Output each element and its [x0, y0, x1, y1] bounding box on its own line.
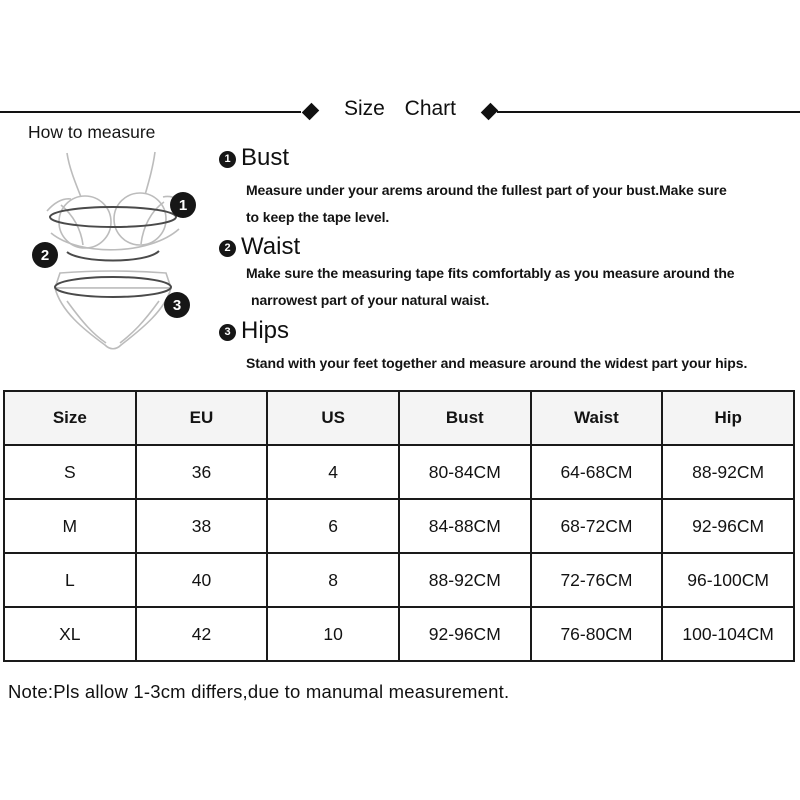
bikini-top-drawing [47, 152, 188, 250]
figure-badge-1 [170, 192, 196, 218]
cell-waist: 76-80CM [531, 607, 663, 661]
cell-hip: 96-100CM [662, 553, 794, 607]
measure-item-bust [219, 145, 799, 231]
measurement-illustration [25, 145, 225, 375]
table-row-m [4, 499, 794, 553]
table-row-s [4, 445, 794, 499]
cell-waist: 72-76CM [531, 553, 663, 607]
cell-eu: 42 [136, 607, 268, 661]
column-header-bust: Bust [399, 391, 531, 445]
measure-desc-line: narrowest part of your natural waist. [251, 292, 490, 308]
svg-text:1: 1 [178, 197, 188, 214]
cell-bust: 84-88CM [399, 499, 531, 553]
measure-item-hips [219, 318, 799, 377]
cell-size: M [4, 499, 136, 553]
cell-hip: 100-104CM [662, 607, 794, 661]
measure-desc-line: Stand with your feet together and measure around the widest part your hips. [246, 355, 748, 371]
cell-waist: 68-72CM [531, 499, 663, 553]
bikini-bottom-drawing [55, 271, 171, 349]
table-row-l [4, 553, 794, 607]
cell-bust: 92-96CM [399, 607, 531, 661]
cell-size: S [4, 445, 136, 499]
step-1-badge: 1 [219, 151, 236, 168]
measure-label-bust: Bust [241, 144, 290, 171]
waist-tape-line [67, 251, 159, 261]
column-header-eu: EU [136, 391, 268, 445]
cell-hip: 88-92CM [662, 445, 794, 499]
cell-hip: 92-96CM [662, 499, 794, 553]
cell-size: L [4, 553, 136, 607]
note-text: Note:Pls allow 1-3cm differs,due to manumal measurement. [8, 681, 510, 702]
cell-waist: 64-68CM [531, 445, 663, 499]
measure-desc-line: Make sure the measuring tape fits comfortably as you measure around the [246, 265, 735, 281]
measure-desc-line: to keep the tape level. [246, 209, 390, 225]
size-table-header-row [4, 391, 794, 445]
cell-bust: 80-84CM [399, 445, 531, 499]
figure-badge-2 [32, 242, 58, 268]
cell-us: 6 [267, 499, 399, 553]
measure-label-waist: Waist [241, 233, 301, 260]
column-header-hip: Hip [662, 391, 794, 445]
svg-text:2: 2 [40, 247, 50, 264]
step-2-badge: 2 [219, 240, 236, 257]
cell-bust: 88-92CM [399, 553, 531, 607]
measure-label-hips: Hips [241, 317, 290, 344]
cell-eu: 40 [136, 553, 268, 607]
step-3-badge: 3 [219, 324, 236, 341]
cell-us: 4 [267, 445, 399, 499]
cell-eu: 38 [136, 499, 268, 553]
cell-us: 10 [267, 607, 399, 661]
column-header-waist: Waist [531, 391, 663, 445]
figure-badge-3 [164, 292, 190, 318]
cell-size: XL [4, 607, 136, 661]
measure-desc-line: Measure under your arems around the fullest part of your bust.Make sure [246, 182, 727, 198]
divider-line-right [497, 111, 800, 113]
cell-eu: 36 [136, 445, 268, 499]
size-table [3, 390, 795, 662]
measure-item-waist [219, 234, 799, 314]
page-title: Size Chart [343, 97, 457, 120]
table-row-xl [4, 607, 794, 661]
how-to-measure-heading: How to measure [28, 122, 156, 142]
svg-text:3: 3 [172, 297, 182, 314]
cell-us: 8 [267, 553, 399, 607]
divider-line-left [0, 111, 301, 113]
column-header-size: Size [4, 391, 136, 445]
column-header-us: US [267, 391, 399, 445]
